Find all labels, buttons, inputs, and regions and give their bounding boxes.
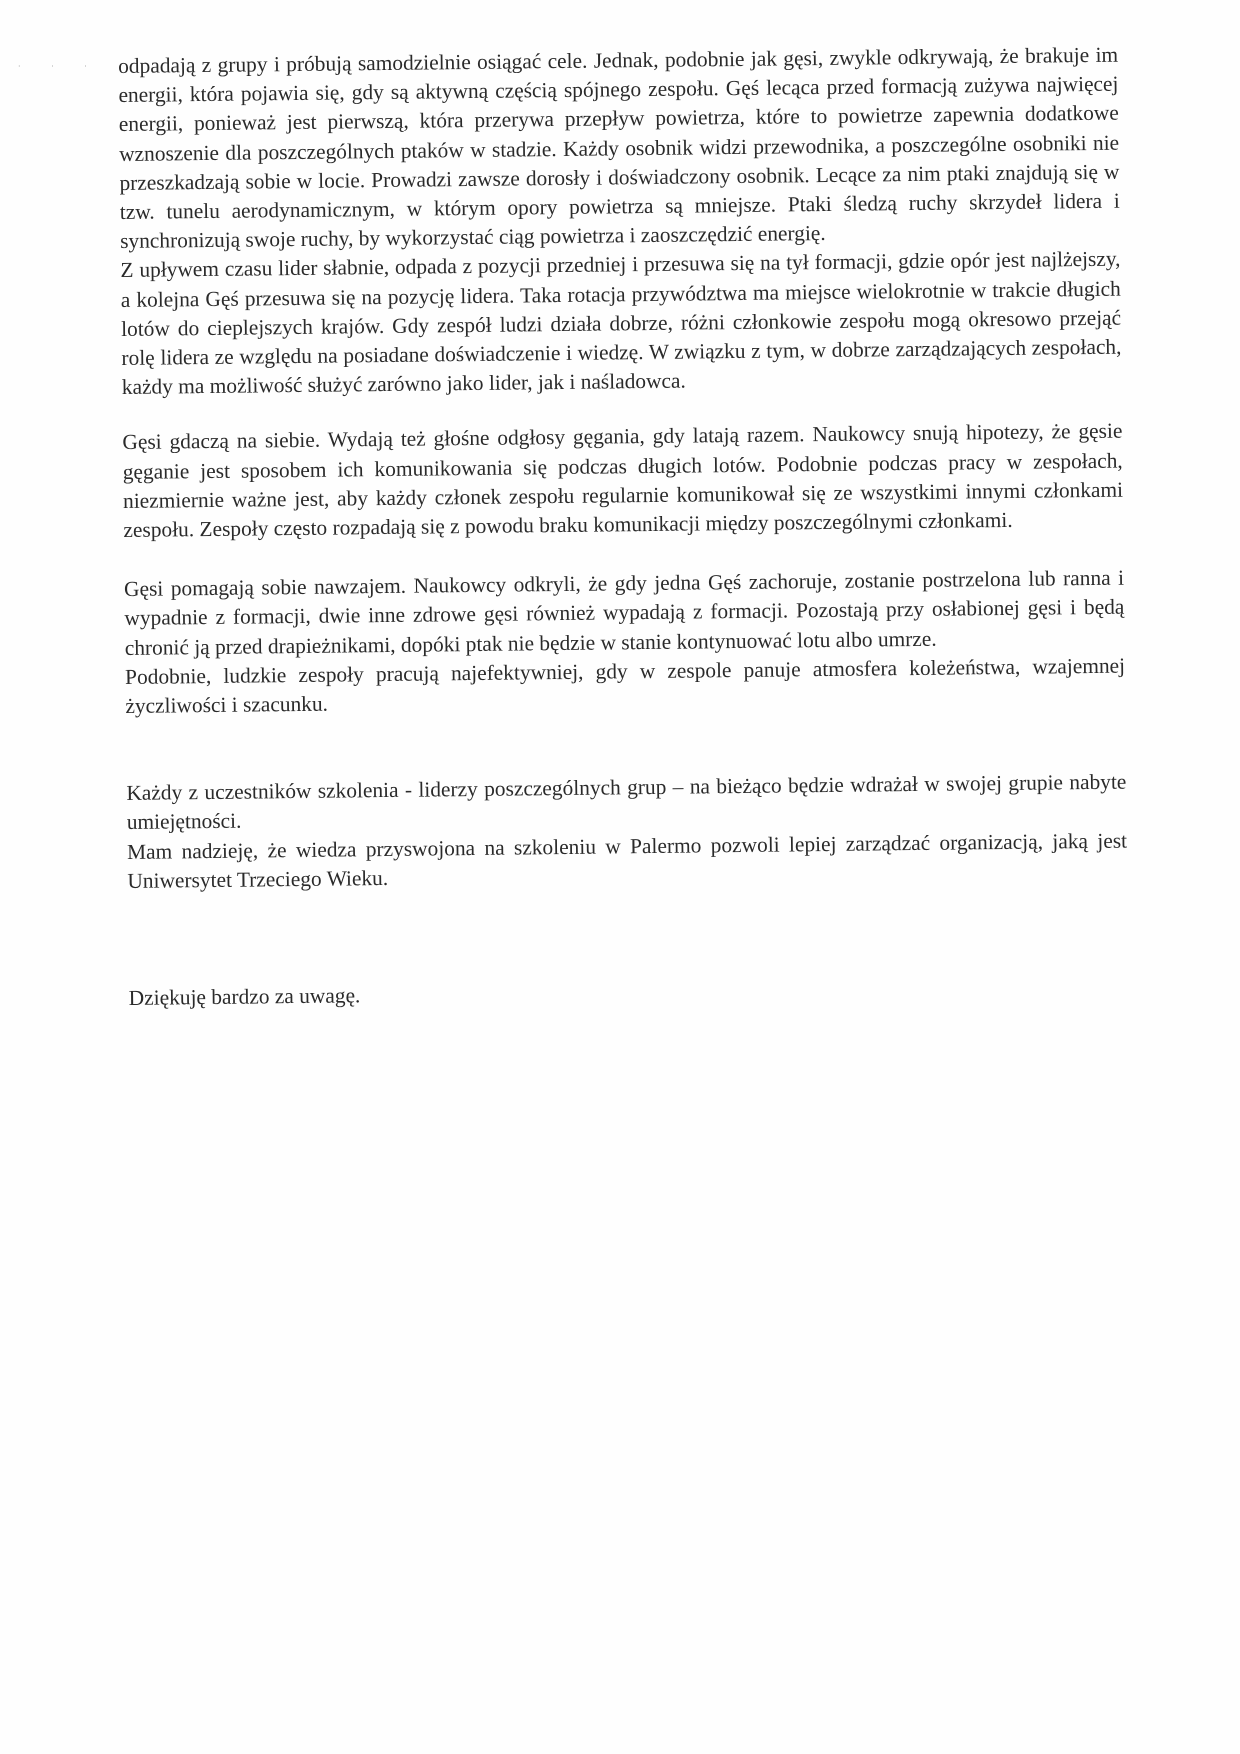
paragraph-human-teams: Podobnie, ludzkie zespoły pracują najefektywniej, gdy w zespole panuje atmosfera koleżeństwa, wzajemnej życzliwości i szacunku. [124, 653, 1126, 719]
paragraph-mutual-help: Gęsi pomagają sobie nawzajem. Naukowcy odkryli, że gdy jedna Gęś zachoruje, zostanie postrzelona lub ranna i wypadnie z formacji, dwie inne zdrowe gęsi również wypadają z formacji. Pozostają przy osłabionej gęsi i będą chronić ją przed drapieżnikami, dopóki ptak nie będzie w stanie kontynuować lotu albo umrze. [123, 565, 1125, 660]
paragraph-training-participants: Każdy z uczestników szkolenia - liderzy poszczególnych grup – na bieżąco będzie wdrażał w swojej grupie nabyte umiejętności. [126, 769, 1127, 835]
paragraph-leader-rotation: Z upływem czasu lider słabnie, odpada z pozycji przedniej i przesuwa się na tył formacji, gdzie opór jest najlżejszy, a kolejna Gęś przesuwa się na pozycję lidera. Taka rotacja przywództwa ma miejsce wielokrotnie w trakcie długich lotów do cieplejszych krajów. Gdy zespół ludzi działa dobrze, różni członkowie zespołu mogą okresowo przejąć rolę lidera ze względu na posiadane doświadczenie i wiedzę. W związku z tym, w dobrze zarządzających zespołach, każdy ma możliwość służyć zarówno jako lider, jak i naśladowca. [120, 247, 1122, 400]
paragraph-communication: Gęsi gdaczą na siebie. Wydają też głośne odgłosy gęgania, gdy latają razem. Naukowcy snują hipotezy, że gęsie gęganie jest sposobem ich komunikowania się podczas długich lotów. Podobnie podczas pracy w zespołach, niezmiernie ważne jest, aby każdy członek zespołu regularnie komunikował się ze wszystkimi innymi członkami zespołu. Zespoły często rozpadają się z powodu braku komunikacji między poszczególnymi członkami. [122, 419, 1124, 543]
paragraph-palermo-training: Mam nadzieję, że wiedza przyswojona na szkoleniu w Palermo pozwoli lepiej zarządzać organizacją, jaką jest Uniwersytet Trzeciego Wieku. [126, 828, 1128, 893]
scan-marks: · · · [18, 62, 101, 71]
document-body [118, 41, 1129, 1014]
closing-thanks: Dziękuję bardzo za uwagę. [128, 983, 361, 1011]
paragraph-geese-energy: odpadają z grupy i próbują samodzielnie osiągać cele. Jednak, podobnie jak gęsi, zwykle odkrywają, że brakuje im energii, która pojawia się, gdy są aktywną częścią spójnego zespołu. Gęś lecąca przed formacją zużywa najwięcej energii, ponieważ jest pierwszą, która przerywa przepływ powietrza, które to powietrze zapewnia dodatkowe wznoszenie dla poszczególnych ptaków w stadzie. Każdy osobnik widzi przewodnika, a poszczególne osobniki nie przeszkadzają sobie w locie. Prowadzi zawsze dorosły i doświadczony osobnik. Lecące za nim ptaki znajdują się w tzw. tunelu aerodynamicznym, w którym opory powietrza są mniejsze. Ptaki śledzą ruchy skrzydeł lidera i synchronizują swoje ruchy, by wykorzystać ciąg powietrza i zaoszczędzić energię. [118, 42, 1120, 254]
